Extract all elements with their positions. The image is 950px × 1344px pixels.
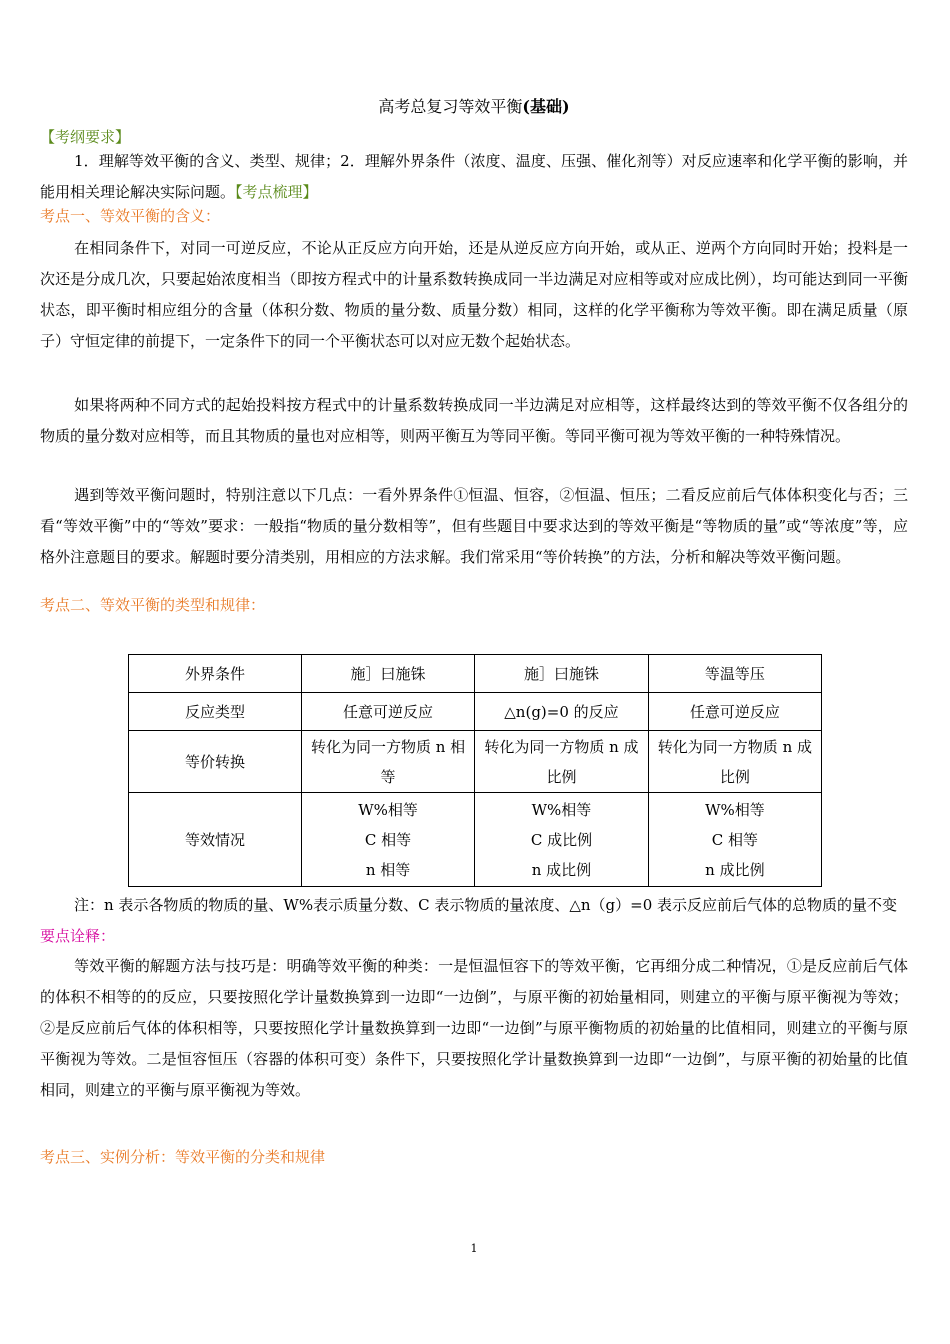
table-cell — [475, 793, 649, 887]
section2-heading: 考点二、等效平衡的类型和规律： — [40, 596, 266, 614]
cell-line: C 相等 — [364, 830, 412, 849]
section1-paragraph-3 — [40, 480, 908, 573]
table-note — [40, 890, 908, 952]
table-row-header — [129, 655, 822, 693]
cell-line: C 成比例 — [530, 830, 593, 849]
table-cell: 等效情况 — [129, 793, 302, 887]
table-cell: 反应类型 — [129, 693, 302, 731]
title-bold: (基础) — [522, 97, 570, 116]
title-main: 高考总复习等效平衡 — [378, 97, 523, 116]
table-cell: 转化为同一方物质 n 成比例 — [475, 731, 649, 793]
table-cell: △n(g)=0 的反应 — [475, 693, 649, 731]
table-cell: 施］曰施铢 — [475, 655, 649, 693]
table-cell: 任意可逆反应 — [648, 693, 821, 731]
table-cell: 转化为同一方物质 n 相等 — [301, 731, 474, 793]
table-cell: 等温等压 — [648, 655, 821, 693]
review-label: 【考点梳理】 — [235, 183, 318, 201]
table-cell — [301, 793, 474, 887]
note-text: 注：n 表示各物质的物质的量、W%表示质量分数、C 表示物质的量浓度、△n（g）=0 表示反应前后气体的总物质的量不变 — [74, 896, 898, 914]
key-label: 要点诠释： — [40, 927, 116, 945]
section1-paragraph-1 — [40, 233, 908, 357]
cell-line: C 相等 — [711, 830, 759, 849]
table-cell: 等价转换 — [129, 731, 302, 793]
table-cell: 任意可逆反应 — [301, 693, 474, 731]
cell-line: W%相等 — [705, 800, 765, 819]
cell-line: W%相等 — [358, 800, 418, 819]
section1-heading: 考点一、等效平衡的含义： — [40, 207, 221, 225]
cell-line: n 成比例 — [531, 860, 592, 879]
key-paragraph — [40, 951, 908, 1106]
table-row-type — [129, 693, 822, 731]
table-cell — [648, 793, 821, 887]
cell-line: n 成比例 — [705, 860, 765, 879]
syllabus-text: 1．理解等效平衡的含义、类型、规律；2．理解外界条件（浓度、温度、压强、催化剂等）对反应速率和化学平衡的影响，并能用相关理论解决实际问题。 — [40, 152, 908, 201]
equilibrium-table — [128, 654, 822, 887]
section1-p3-text: 遇到等效平衡问题时，特别注意以下几点：一看外界条件①恒温、恒容，②恒温、恒压；二看反应前后气体体积变化与否；三看“等效平衡”中的“等效”要求：一般指“物质的量分数相等”，但有些题目中要求达到的等效平衡是“等物质的量”或“等浓度”等，应格外注意题目的要求。解题时要分清类别，用相应的方法求解。我们常采用“等价转换”的方法，分析和解决等效平衡问题。 — [40, 486, 908, 566]
page-title — [40, 94, 908, 117]
section1-paragraph-2 — [40, 390, 908, 452]
table-cell: 外界条件 — [129, 655, 302, 693]
table-row-convert — [129, 731, 822, 793]
section3-heading: 考点三、实例分析：等效平衡的分类和规律 — [40, 1148, 326, 1166]
section1-p2-text: 如果将两种不同方式的起始投料按方程式中的计量系数转换成同一半边满足对应相等，这样最终达到的等效平衡不仅各组分的物质的量分数对应相等，而且其物质的量也对应相等，则两平衡互为等同平衡。等同平衡可视为等效平衡的一种特殊情况。 — [40, 396, 908, 445]
page-number: 1 — [470, 1242, 478, 1255]
cell-line: W%相等 — [531, 800, 592, 819]
cell-line: n 相等 — [365, 860, 411, 879]
section1-p1-text: 在相同条件下，对同一可逆反应，不论从正反应方向开始，还是从逆反应方向开始，或从正、逆两个方向同时开始；投料是一次还是分成几次，只要起始浓度相当（即按方程式中的计量系数转换成同一半边满足对应相等或对应成比例），均可能达到同一平衡状态，即平衡时相应组分的含量（体积分数、物质的量分数、质量分数）相同，这样的化学平衡称为等效平衡。即在满足质量（原子）守恒定律的前提下，一定条件下的同一个平衡状态可以对应无数个起始状态。 — [40, 239, 908, 350]
table-cell: 转化为同一方物质 n 成比例 — [648, 731, 821, 793]
syllabus-paragraph — [40, 146, 908, 208]
syllabus-label: 【考纲要求】 — [40, 128, 131, 146]
key-text: 等效平衡的解题方法与技巧是：明确等效平衡的种类：一是恒温恒容下的等效平衡，它再细分成二种情况，①是反应前后气体的体积不相等的的反应，只要按照化学计量数换算到一边即“一边倒”，与原平衡的初始量相同，则建立的平衡与原平衡视为等效；②是反应前后气体的体积相等，只要按照化学计量数换算到一边即“一边倒”与原平衡物质的初始量的比值相同，则建立的平衡与原平衡视为等效。二是恒容恒压（容器的体积可变）条件下，只要按照化学计量数换算到一边即“一边倒”，与原平衡的初始量的比值相同，则建立的平衡与原平衡视为等效。 — [40, 957, 908, 1099]
table-row-effect — [129, 793, 822, 887]
table-cell: 施］曰施铢 — [301, 655, 474, 693]
